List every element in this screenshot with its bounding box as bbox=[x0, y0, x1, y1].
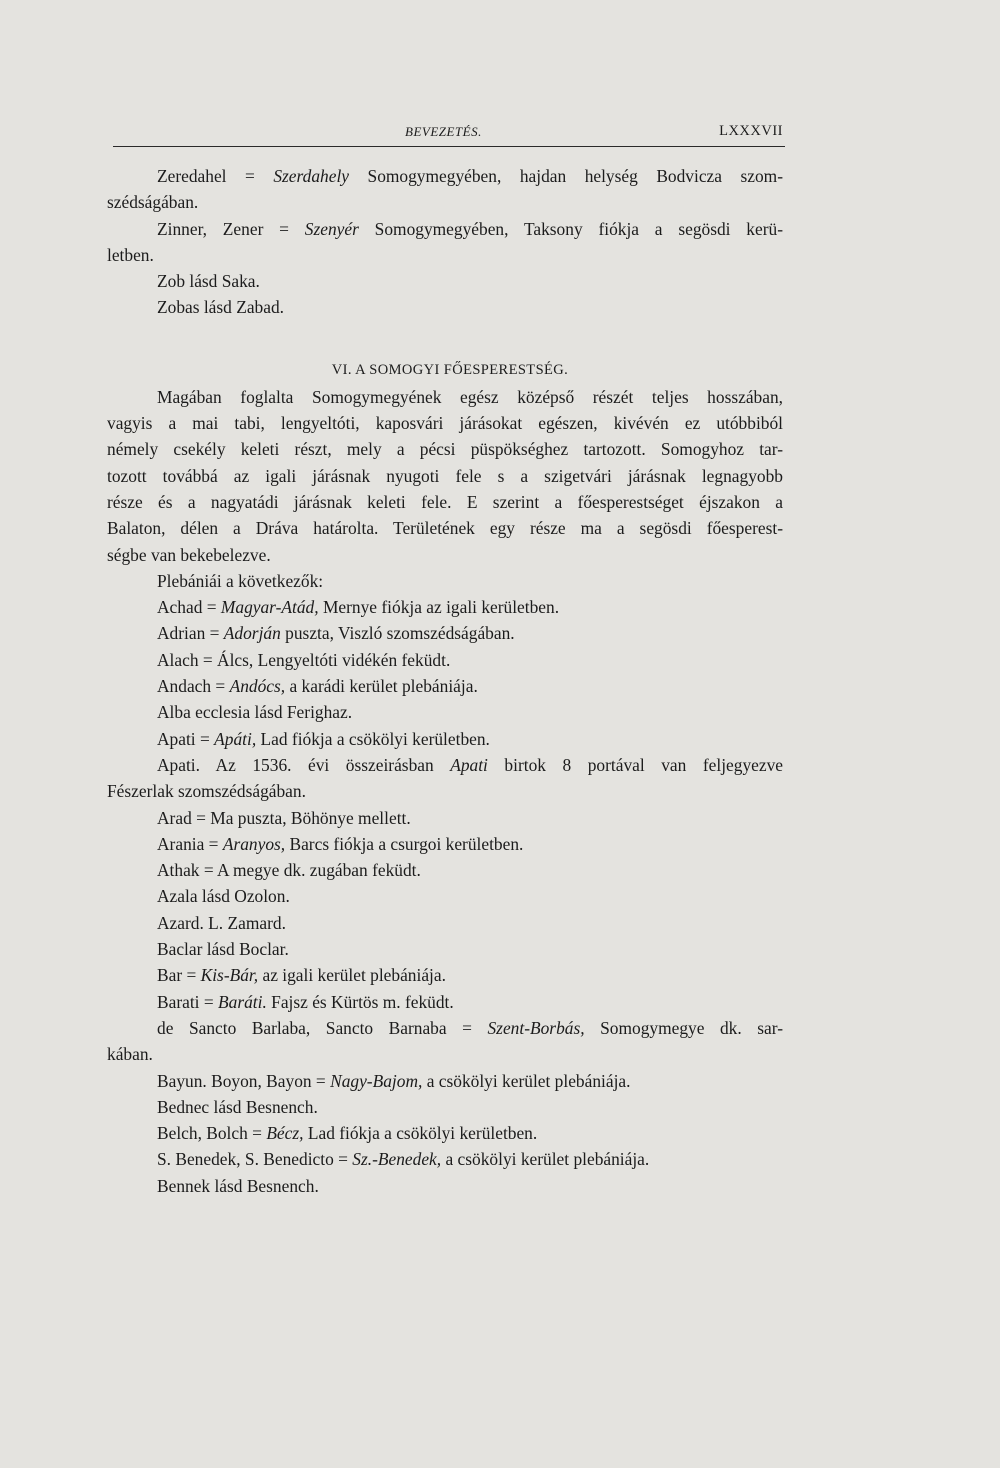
text-run: a csökölyi kerület plebániája. bbox=[422, 1070, 631, 1091]
entry bbox=[107, 1068, 783, 1094]
paragraph-line: ségbe van bekebelezve. bbox=[107, 544, 271, 565]
entry bbox=[107, 1146, 783, 1172]
text-run: Apati. Az 1536. évi összeirásban bbox=[157, 754, 451, 775]
entry bbox=[107, 1015, 783, 1068]
entry-line bbox=[107, 620, 783, 646]
text-run: S. Benedek, S. Benedicto = bbox=[157, 1149, 353, 1170]
entry-continuation-line bbox=[107, 1041, 783, 1067]
entry bbox=[107, 936, 783, 962]
entry bbox=[107, 883, 783, 909]
text-run: Bennek lásd Besnench. bbox=[157, 1175, 319, 1196]
entries-before-section bbox=[107, 163, 783, 321]
text-run: letben. bbox=[107, 244, 154, 265]
running-head: BEVEZETÉS. bbox=[405, 124, 482, 139]
paragraph-line: tozott továbbá az igali járásnak nyugoti fele s a szigetvári járásnak legnagyobb bbox=[107, 465, 783, 486]
place-name-italic: Nagy-Bajom, bbox=[330, 1070, 423, 1091]
text-run: Azard. L. Zamard. bbox=[157, 912, 286, 933]
place-name-italic: Apati bbox=[450, 754, 488, 775]
entry bbox=[107, 594, 783, 620]
text-run: Bayun. Boyon, Bayon = bbox=[157, 1070, 331, 1091]
text-run: Belch, Bolch = bbox=[157, 1123, 267, 1144]
place-name-italic: Andócs, bbox=[229, 676, 286, 697]
place-name-italic: Szent-Borbás, bbox=[487, 1017, 585, 1038]
entry-continuation-line bbox=[107, 242, 783, 268]
paragraph-line: Balaton, délen a Dráva határolta. Területének egy része ma a segösdi főesperest- bbox=[107, 518, 783, 539]
entry bbox=[107, 831, 783, 857]
entry bbox=[107, 647, 783, 673]
text-run: birtok 8 portával van feljegyezve bbox=[487, 754, 783, 775]
entry-line bbox=[107, 752, 783, 778]
place-name-italic: Baráti. bbox=[218, 991, 267, 1012]
entry-continuation-line bbox=[107, 189, 783, 215]
page-header bbox=[113, 122, 785, 147]
entry-line bbox=[107, 726, 783, 752]
entry bbox=[107, 294, 783, 320]
entry-line bbox=[107, 1120, 783, 1146]
entry bbox=[107, 726, 783, 752]
text-run: az igali kerület plebániája. bbox=[258, 965, 446, 986]
text-run: Baclar lásd Boclar. bbox=[157, 939, 289, 960]
entry bbox=[107, 699, 783, 725]
entry-line bbox=[107, 962, 783, 988]
entry bbox=[107, 1173, 783, 1199]
text-run: a csökölyi kerület plebániája. bbox=[441, 1149, 650, 1170]
intro-paragraph bbox=[107, 384, 783, 568]
text-run: Barcs fiókja a csurgoi kerületben. bbox=[285, 833, 524, 854]
entry bbox=[107, 910, 783, 936]
text-run: szédságában. bbox=[107, 192, 199, 213]
text-run: Fajsz és Kürtös m. feküdt. bbox=[266, 991, 454, 1012]
text-run: Andach = bbox=[157, 676, 230, 697]
paragraph-line: vagyis a mai tabi, lengyeltóti, kaposvári járásokat egészen, kivévén ez utóbbiból bbox=[107, 413, 783, 434]
entry-line bbox=[107, 594, 783, 620]
text-run: Fészerlak szomszédságában. bbox=[107, 781, 306, 802]
entry bbox=[107, 216, 783, 269]
entry bbox=[107, 752, 783, 805]
entry-line bbox=[107, 883, 783, 909]
entry-line bbox=[107, 989, 783, 1015]
entry-line bbox=[107, 647, 783, 673]
entry-line bbox=[107, 831, 783, 857]
text-run: Lad fiókja a csökölyi kerületben. bbox=[256, 728, 490, 749]
entry-line bbox=[107, 1173, 783, 1199]
text-run: Barati = bbox=[157, 991, 218, 1012]
text-run: Alach = Álcs, Lengyeltóti vidékén feküdt. bbox=[157, 649, 451, 670]
place-name-italic: Szerdahely bbox=[273, 166, 350, 186]
entry-line bbox=[107, 699, 783, 725]
place-name-italic: Apáti, bbox=[214, 728, 257, 749]
text-run: Athak = A megye dk. zugában feküdt. bbox=[157, 860, 421, 881]
entry bbox=[107, 620, 783, 646]
text-run: a karádi kerület plebániája. bbox=[285, 676, 478, 697]
text-run: Bar = bbox=[157, 965, 201, 986]
text-run: kában. bbox=[107, 1044, 153, 1065]
entry-line bbox=[107, 216, 783, 242]
entry-line bbox=[107, 910, 783, 936]
text-run: Arania = bbox=[157, 833, 223, 854]
text-run: Azala lásd Ozolon. bbox=[157, 886, 290, 907]
text-run: Arad = Ma puszta, Böhönye mellett. bbox=[157, 807, 411, 828]
entry-line bbox=[107, 268, 783, 294]
place-name-italic: Adorján bbox=[223, 623, 281, 644]
place-name-italic: Sz.-Benedek, bbox=[352, 1149, 442, 1170]
entry bbox=[107, 805, 783, 831]
entry bbox=[107, 1120, 783, 1146]
entry-continuation-line bbox=[107, 778, 783, 804]
entry bbox=[107, 857, 783, 883]
entry-line bbox=[107, 1094, 783, 1120]
entry-line bbox=[107, 1015, 783, 1041]
entry-line bbox=[107, 163, 783, 189]
text-run: Achad = bbox=[157, 597, 221, 618]
entry-line bbox=[107, 936, 783, 962]
place-name-italic: Aranyos, bbox=[222, 833, 286, 854]
paragraph-line: része és a nagyatádi járásnak keleti fele. E szerint a főesperestséget éjszakon a bbox=[107, 491, 783, 512]
place-name-italic: Magyar-Atád, bbox=[220, 597, 319, 618]
entry-line bbox=[107, 1146, 783, 1172]
text-run: Alba ecclesia lásd Ferighaz. bbox=[157, 702, 353, 723]
page-number: LXXXVII bbox=[719, 123, 783, 139]
text-run: puszta, Viszló szomszédságában. bbox=[280, 623, 515, 644]
entry bbox=[107, 163, 783, 216]
text-run: Somogymegye dk. sar- bbox=[584, 1017, 783, 1038]
entry-line bbox=[107, 294, 783, 320]
text-run: Lad fiókja a csökölyi kerületben. bbox=[303, 1123, 538, 1144]
paragraph-line: Magában foglalta Somogymegyének egész középső részét teljes hosszában, bbox=[157, 386, 783, 407]
entry-line bbox=[107, 673, 783, 699]
entry bbox=[107, 962, 783, 988]
text-run: Zob lásd Saka. bbox=[157, 271, 260, 292]
entry bbox=[107, 268, 783, 294]
text-run: de Sancto Barlaba, Sancto Barnaba = bbox=[157, 1017, 488, 1038]
entry-line bbox=[107, 857, 783, 883]
paragraph-line: némely csekély keleti részt, mely a pécsi püspökséghez tartozott. Somogyhoz tar- bbox=[107, 439, 783, 460]
parishes-label: Plebániái a következők: bbox=[157, 570, 324, 591]
entry bbox=[107, 1094, 783, 1120]
place-name-italic: Bécz, bbox=[266, 1123, 304, 1144]
text-run: Zeredahel = bbox=[157, 166, 274, 186]
text-run: Adrian = bbox=[157, 623, 224, 644]
place-name-italic: Kis-Bár, bbox=[200, 965, 259, 986]
entry bbox=[107, 673, 783, 699]
entry-line bbox=[107, 1068, 783, 1094]
text-run: Bednec lásd Besnench. bbox=[157, 1096, 318, 1117]
text-run: Somogymegyében, Taksony fiókja a segösdi kerü- bbox=[358, 218, 784, 239]
place-name-italic: Szenyér bbox=[304, 218, 359, 239]
text-run: Mernye fiókja az igali kerületben. bbox=[318, 597, 560, 618]
text-run: Apati = bbox=[157, 728, 215, 749]
text-run: Somogymegyében, hajdan helység Bodvicza szom- bbox=[349, 166, 784, 186]
entry-line bbox=[107, 805, 783, 831]
text-run: Zinner, Zener = bbox=[157, 218, 305, 239]
entry bbox=[107, 989, 783, 1015]
page-body bbox=[107, 163, 783, 1199]
section-title: VI. A SOMOGYI FŐESPERESTSÉG. bbox=[331, 361, 569, 378]
text-run: Zobas lásd Zabad. bbox=[157, 297, 285, 318]
parish-entries-list bbox=[107, 594, 783, 1199]
